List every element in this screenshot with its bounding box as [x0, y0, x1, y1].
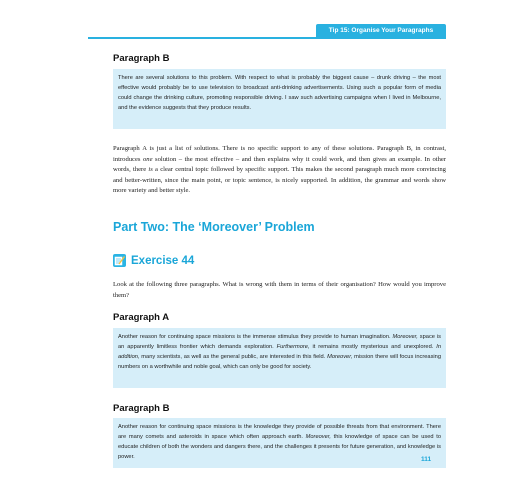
para-a-text-5: mission there will focus increasing numbers on a worthwhile and noble goal, which can only be good for society. — [118, 354, 442, 370]
paragraph-b-box: There are several solutions to this problem. With respect to what is probably the biggest cause – drunk driving – the most effective would probably be to use television to broadcast anti-drinking advertisements. Using such a popular form of media could change the drinking culture, promoting responsible driving. I saw such advertising campaigns when I lived in Melbourne, and the evidence suggests that they produce results. — [113, 69, 446, 129]
part-two-title: Part Two: The ‘Moreover’ Problem — [113, 220, 315, 234]
para-a-text-3: it remains mostly mysterious and unexplored. — [309, 344, 437, 350]
analysis-emphasis-one: one — [142, 155, 153, 163]
para-a-em-4: Moreover, — [327, 354, 353, 360]
analysis-emphasis-is: is — [148, 166, 153, 173]
exercise-heading — [113, 254, 194, 267]
para-b2-em-1: Moreover, — [305, 434, 331, 440]
analysis-paragraph — [113, 144, 446, 197]
tip-header-tab: Tip 15: Organise Your Paragraphs — [316, 24, 446, 38]
paragraph-b2-box — [113, 418, 446, 468]
exercise-title: Exercise 44 — [131, 254, 195, 267]
analysis-text-2: solution – the most effective – and then explains why it could work, and then gives an example. In other words, there — [113, 155, 446, 173]
paragraph-a-heading: Paragraph A — [113, 312, 170, 323]
para-a-em-2: Furthermore, — [276, 344, 310, 350]
exercise-instruction: Look at the following three paragraphs. What is wrong with them in terms of their organisation? How would you improve them? — [113, 281, 446, 299]
page-number: 111 — [421, 456, 432, 463]
paragraph-b-heading: Paragraph B — [113, 53, 170, 64]
para-b2-text-1: Another reason for continuing space missions is the knowledge they provide of possible threats from that environment. There are many comets and asteroids in space which often approach earth. — [118, 424, 441, 440]
paragraph-a-box — [113, 328, 446, 388]
header-rule — [88, 37, 446, 39]
para-a-em-3: In addition, — [118, 344, 441, 360]
paragraph-b2-heading: Paragraph B — [113, 403, 170, 414]
para-a-text-2: space is an apparently limitless frontier which demands exploration. — [118, 334, 442, 350]
para-a-text-4: many scientists, as well as the general public, are interested in this field. — [139, 354, 328, 360]
para-a-text-1: Another reason for continuing space missions is the immense stimulus they provide to human imagination. — [118, 334, 393, 340]
analysis-text-1: Paragraph A is just a list of solutions. There is no specific support to any of these solutions. Paragraph B, in contrast, introduces — [113, 145, 446, 163]
pencil-icon — [113, 254, 126, 267]
analysis-text-3: a clear central topic followed by specific support. This makes the second paragraph much more convincing and better-written, since the main point, or topic sentence, is nicely supported. In addition, the grammar and words show more variety and better style. — [113, 166, 446, 194]
para-a-em-1: Moreover, — [392, 334, 418, 340]
para-b2-text-2: this knowledge of space can be used to educate children of both the wonders and dangers there, and the challenges it presents for future generation, and knowledge is power. — [118, 434, 441, 460]
